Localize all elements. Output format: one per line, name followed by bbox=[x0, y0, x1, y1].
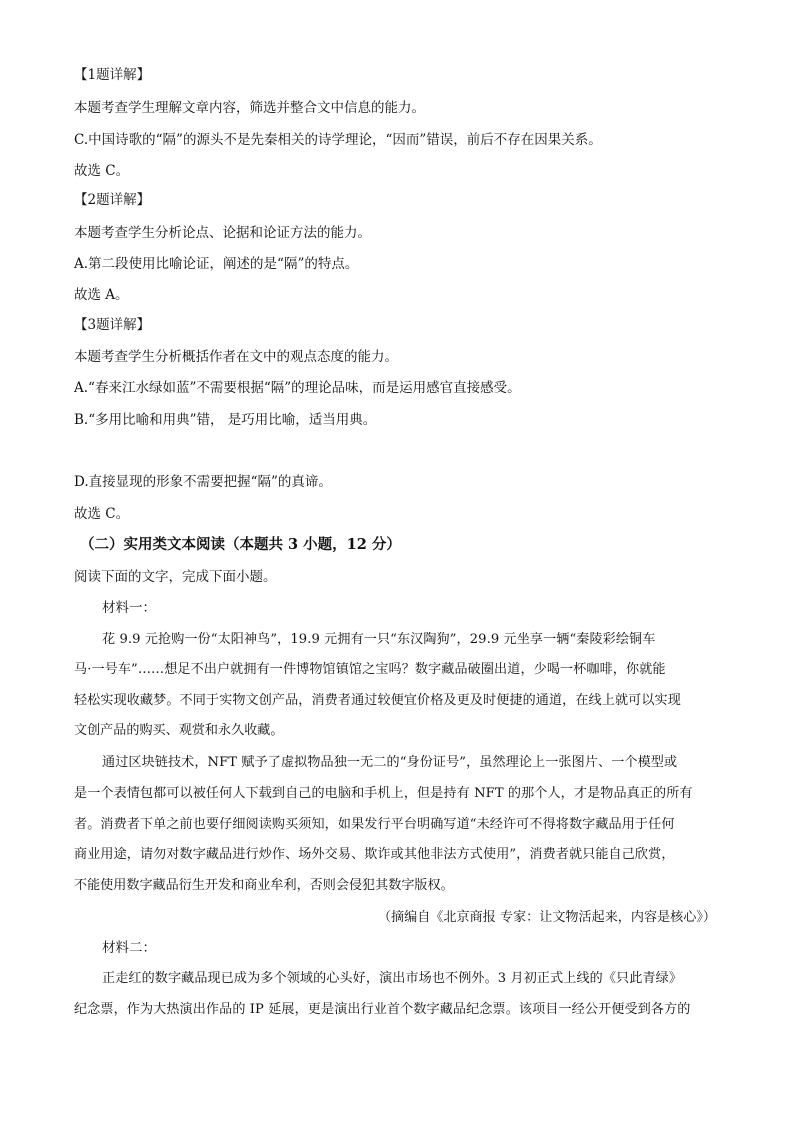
text-line: 故选 C。 bbox=[74, 163, 130, 179]
text-line: 花 9.9 元抢购一份“太阳神鸟”，19.9 元拥有一只“东汉陶狗”，29.9 元坐享一辆“秦陵彩绘铜车 bbox=[102, 632, 656, 647]
answer-heading-q3: 【3题详解】 bbox=[74, 317, 151, 333]
text-line: A.第二段使用比喻论证，阐述的是“隔”的特点。 bbox=[74, 256, 359, 272]
section-heading: （二）实用类文本阅读（本题共 3 小题，12 分） bbox=[80, 536, 401, 553]
text-line: 故选 A。 bbox=[74, 287, 129, 303]
text-line: A.“春来江水绿如蓝”不需要根据“隔”的理论品味，而是运用感官直接感受。 bbox=[74, 380, 521, 396]
text-line: 是一个表情包都可以被任何人下载到自己的电脑和手机上，但是持有 NFT 的那个人，才是物品真正的所有 bbox=[74, 786, 693, 801]
text-line: 文创产品的购买、观赏和永久收藏。 bbox=[74, 723, 284, 738]
answer-heading-q2: 【2题详解】 bbox=[74, 192, 151, 208]
text-line: 者。消费者下单之前也要仔细阅读购买须知，如果发行平台明确写道“未经许可不得将数字藏品用于任何 bbox=[74, 817, 675, 832]
text-line: 不能使用数字藏品衍生开发和商业牟利，否则会侵犯其数字版权。 bbox=[74, 878, 454, 893]
text-line: 本题考查学生分析论点、论据和论证方法的能力。 bbox=[74, 225, 371, 241]
text-line: 正走红的数字藏品现已成为多个领域的心头好，演出市场也不例外。3 月初正式上线的《只此青绿》 bbox=[102, 971, 683, 986]
source-citation: （摘编自《北京商报 专家：让文物活起来，内容是核心》） bbox=[377, 910, 716, 925]
text-line: 本题考查学生理解文章内容，筛选并整合文中信息的能力。 bbox=[74, 100, 425, 116]
text-line: 阅读下面的文字，完成下面小题。 bbox=[74, 569, 277, 585]
text-line: 马·一号车”……想足不出户就拥有一件博物馆镇馆之宝吗？数字藏品破圈出道，少喝一杯咖啡，你就能 bbox=[74, 662, 666, 677]
text-line: 本题考查学生分析概括作者在文中的观点态度的能力。 bbox=[74, 349, 398, 365]
text-line: 商业用途，请勿对数字藏品进行炒作、场外交易、欺诈或其他非法方式使用”，消费者就只能自己欣赏， bbox=[74, 847, 675, 862]
text-line: 故选 C。 bbox=[74, 506, 130, 522]
text-line: B.“多用比喻和用典”错， 是巧用比喻，适当用典。 bbox=[74, 412, 377, 428]
text-line: C.中国诗歌的“隔”的源头不是先秦相关的诗学理论，“因而”错误，前后不存在因果关系。 bbox=[74, 132, 602, 148]
text-line: 轻松实现收藏梦。不同于实物文创产品，消费者通过较便宜价格及更及时便捷的通道，在线上就可以实现 bbox=[74, 693, 681, 708]
text-line: D.直接显现的形象不需要把握“隔”的真谛。 bbox=[74, 474, 332, 490]
text-line: 通过区块链技术，NFT 赋予了虚拟物品独一无二的“身份证号”，虽然理论上一张图片、一个模型或 bbox=[102, 755, 678, 770]
answer-heading-q1: 【1题详解】 bbox=[74, 67, 151, 83]
text-line: 纪念票，作为大热演出作品的 IP 延展，更是演出行业首个数字藏品纪念票。该项目一经公开便受到各方的 bbox=[74, 1002, 691, 1017]
material-label: 材料二： bbox=[102, 940, 156, 956]
material-label: 材料一： bbox=[102, 600, 156, 616]
